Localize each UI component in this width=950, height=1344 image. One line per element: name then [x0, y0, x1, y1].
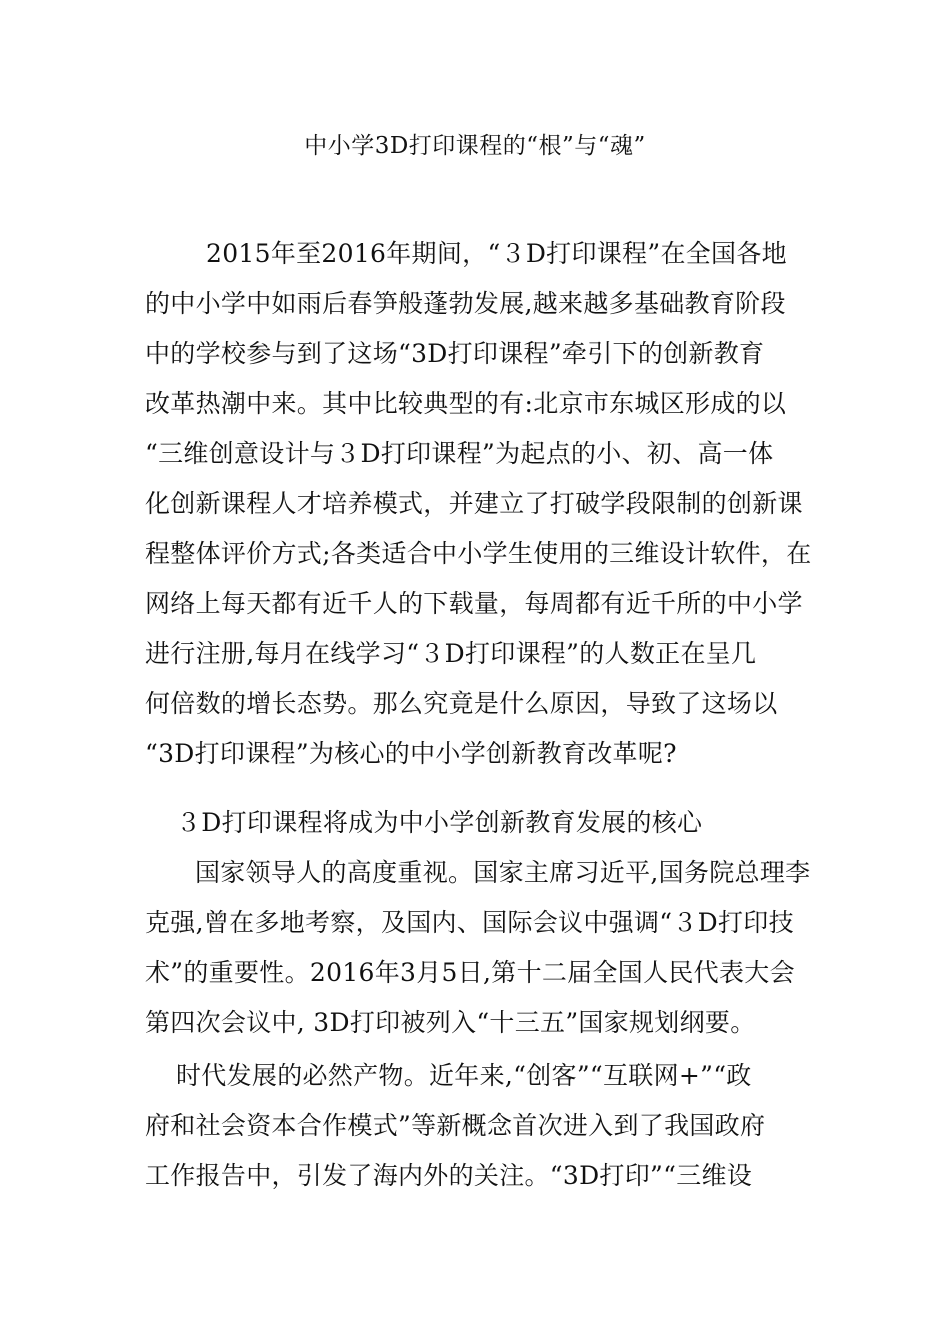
paragraph-line: 2015年至2016年期间，“３D打印课程”在全国各地 [206, 239, 787, 268]
paragraph-line: 术”的重要性。2016年3月5日,第十二届全国人民代表大会 [145, 958, 795, 987]
document-title: 中小学3D打印课程的“根”与“魂” [304, 133, 646, 159]
paragraph-line: “3D打印课程”为核心的中小学创新教育改革呢? [145, 739, 677, 768]
paragraph-line: 化创新课程人才培养模式，并建立了打破学段限制的创新课 [145, 489, 803, 518]
paragraph-line: 中的学校参与到了这场“3D打印课程”牵引下的创新教育 [145, 339, 765, 368]
paragraph-line: 国家领导人的高度重视。国家主席习近平,国务院总理李 [195, 858, 811, 887]
paragraph-line: 进行注册,每月在线学习“３D打印课程”的人数正在呈几 [145, 639, 757, 668]
paragraph-line: 时代发展的必然产物。近年来,“创客”“互联网+”“政 [176, 1061, 752, 1090]
paragraph-line: 第四次会议中, 3D打印被列入“十三五”国家规划纲要。 [145, 1008, 756, 1037]
paragraph-line: 的中小学中如雨后春笋般蓬勃发展,越来越多基础教育阶段 [145, 289, 786, 318]
paragraph-line: 克强,曾在多地考察，及国内、国际会议中强调“３D打印技 [145, 908, 794, 937]
paragraph-line: 程整体评价方式;各类适合中小学生使用的三维设计软件，在 [145, 539, 812, 568]
paragraph-line: 何倍数的增长态势。那么究竟是什么原因，导致了这场以 [145, 689, 778, 718]
paragraph-line: “三维创意设计与３D打印课程”为起点的小、初、高一体 [145, 439, 774, 468]
paragraph-line: 府和社会资本合作模式”等新概念首次进入到了我国政府 [145, 1111, 766, 1140]
section-heading: ３D打印课程将成为中小学创新教育发展的核心 [176, 808, 703, 837]
paragraph-line: 工作报告中，引发了海内外的关注。“3D打印”“三维设 [145, 1161, 753, 1190]
paragraph-line: 改革热潮中来。其中比较典型的有:北京市东城区形成的以 [145, 389, 787, 418]
paragraph-line: 网络上每天都有近千人的下载量，每周都有近千所的中小学 [145, 589, 803, 618]
